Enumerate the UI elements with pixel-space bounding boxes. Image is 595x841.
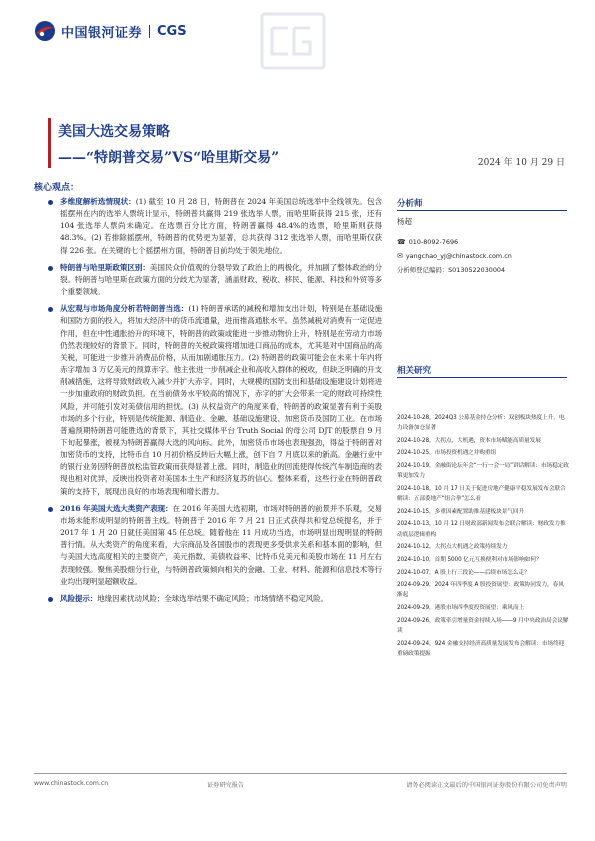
bullet-icon <box>48 200 53 205</box>
key-point-paragraph <box>48 262 382 298</box>
paragraph-heading: 从宏观与市场角度分析若特朗普当选： <box>60 304 189 314</box>
related-research-list <box>397 413 569 661</box>
title-accent-bar <box>48 118 51 168</box>
page-subtitle: ——“特朗普交易”VS“哈里斯交易” <box>58 150 280 166</box>
related-research-item[interactable]: 2024-10-25，市场投资机遇之并购重组 <box>397 450 497 457</box>
paragraph-body: 地缘因素扰动风险；全球选举结果不确定风险；市场情绪不稳定风险。 <box>97 593 328 603</box>
key-point-paragraph <box>48 196 382 257</box>
analyst-section-title: 分析师 <box>397 199 423 209</box>
analyst-email-address[interactable]: yangchao_yj@chinastock.com.cn <box>405 252 512 260</box>
section-divider <box>397 210 567 211</box>
paragraph-heading: 多维度解析选情现状： <box>60 197 136 206</box>
related-research-item[interactable]: 2024-10-12，大拐点大机遇之政策持续发力 <box>397 544 508 551</box>
related-research-item[interactable]: 2024-10-13，10 月 12 日财政部新闻发布会联合解读：财政发力推动底层逻辑重构 <box>397 521 566 538</box>
paragraph-body: 在 2016 年美国大选初期，市场对特朗普的前景并不乐观，交易市场未能形成明显的特朗普主线。特朗普于 2016 年 7 月 21 日正式获得共和党总统提名，并于 2017 年 1 月 20 日就任美国第 45 任总统。随着他在 11 月成功当选，市场明显出现明显的特朗普行情。从大类资产的角度来看，大宗商品及各国股市的表现更多受供求关系和基本面的影响，但与美国大选高度相关的主要资产，美元指数、美债收益率、比特币兑美元和美股市场在 11 月左右表现较强。聚焦美股细分行业，与特朗普政策倾向相关的金融、工业、材料、能源和信息技术等行业均出现明显超额收益。 <box>60 503 382 586</box>
bullet-icon <box>48 307 53 312</box>
email-icon: ✉ <box>397 252 403 260</box>
related-research-item[interactable]: 2024-10-10，首期 5000 亿元互换便利对市场影响如何？ <box>397 556 542 563</box>
logo-chinese-text: 中国银河证券 <box>61 25 143 41</box>
bullet-icon <box>48 507 53 512</box>
related-research-item[interactable]: 2024-09-24，924 金融支持经济高质量发展发布会解读：市场终迎重磅政策提振 <box>397 640 565 657</box>
key-points-label: 核心观点： <box>34 183 80 193</box>
footer-disclaimer: 请务必阅读正文最后的中国银河证券股份有限公司免责声明 <box>406 782 567 789</box>
phone-icon: ☎ <box>397 238 406 246</box>
company-logo <box>34 20 187 42</box>
key-point-paragraph <box>48 303 382 498</box>
analyst-name: 杨超 <box>397 217 412 226</box>
analyst-phone-number: 010-8092-7696 <box>408 238 459 246</box>
analyst-registration-text: 分析师登记编码：S0130522030004 <box>397 266 506 274</box>
logo-english-text: CGS <box>157 23 187 39</box>
footer-divider <box>34 773 567 774</box>
analyst-registration <box>397 265 505 274</box>
paragraph-body: 美国民众价值观的分裂导致了政治上的两极化，并加剧了整体政治的分裂。特朗普与哈里斯在政策方面的分歧尤为显著，涵盖财政、税收、移民、能源、科技和外贸等多个重要领域。 <box>60 262 382 297</box>
related-research-item[interactable]: 2024-10-18，10 月 17 日关于促进房地产健康平稳发展发布会联合解读：五部委地产“组合拳”怎么看 <box>397 485 566 503</box>
paragraph-heading: 风险提示： <box>60 593 98 603</box>
bullet-icon <box>48 597 53 602</box>
report-date: 2024 年 10 月 29 日 <box>477 158 565 168</box>
related-research-item[interactable]: 2024-09-26，政策牵引增量资金持续入场——9 月中央政治局会议解读 <box>397 617 569 634</box>
paragraph-body: (1) 截至 10 月 28 日，特朗普在 2024 年美国总统选举中全线领先。包含摇摆州在内的选举人票统计显示，特朗普共赢得 219 张选举人票，而哈里斯获得 215 张，还有 104 张选举人票尚未确定。在选票百分比方面，特朗普赢得 48.4%的选票，哈里斯则获得 48.3%。(2) 若排除摇摆州，特朗普的优势更为显著，总共获得 312 张选举人票，而哈里斯仅获得 226 张。在关键的七个摇摆州方面，特朗普目前均处于领先地位。 <box>60 197 382 255</box>
related-research-item[interactable]: 2024-10-07，A 股上行三段论——后续市场怎么走？ <box>397 569 530 576</box>
section-divider <box>397 377 567 378</box>
galaxy-logo-icon <box>34 20 56 42</box>
logo-divider <box>149 25 150 38</box>
related-research-item[interactable]: 2024-09-29，港股市场四季度投资展望：乘风而上 <box>397 605 525 612</box>
analyst-email <box>397 252 512 260</box>
analyst-phone <box>397 238 458 246</box>
related-research-title: 相关研究 <box>397 366 432 376</box>
paragraph-body: (1) 特朗普承诺的减税和增加支出计划，特别是在基础设施和国防方面的投入，将加大经济中的货币流通量，进而推高通胀水平。虽然减税对消费有一定促进作用，但在中性通胀抬升的环境下，特朗普的政策或能进一步推动物价上升，特别是在劳动力市场仍然表现较好的背景下。同时，特朗普的关税政策将增加进口商品的成本，尤其是对中国商品的高关税，可能进一步推升消费品价格，从而加剧通胀压力。(2) 特朗普的政策可能会在未来十年内将赤字增加 3 万亿美元的预算赤字。他主张进一步削减企业和高收入群体的税收，但缺乏明确的开支削减措施，这将导致财政收入减少并扩大赤字。同时，大规模的国防支出和基础设施建设计划将进一步加重政府的财政负担。在当前债务水平较高的情况下，赤字的扩大会带来一定的财政可持续性风险，并可能引发对美债信用的担忧。(3) 从权益资产的角度来看，特朗普的政策显著有利于美股市场的多个行业，特别是传统能源、制造业、金融、基础设施建设、加密货币及国防工业。在市场普遍预期特朗普可能胜选的背景下，其社交媒体平台 Truth Social 的母公司 DJT 的股票自 9 月下旬起暴涨，被视为特朗普赢得大选的风向标。此外，加密货币市场也表现强劲，得益于特朗普对加密货币的支持，比特币自 10 月初价格反转后大幅上涨，创下自 7 月底以来的新高。金融行业中的银行业务因特朗普放松监管政策而获得显著上涨。同时，制造业的回流使得传统汽车制造商的表现也相对优异，反映出投资者对美国本土生产和经济复苏的信心。整体来看，这些行业在特朗普政策的支持下，展现出良好的市场表现和增长潜力。 <box>60 304 383 496</box>
main-content <box>48 196 382 610</box>
related-research-item[interactable]: 2024-10-19，金融街论坛年会“一行一会一局”讲话解读：市场稳定政策更加发力 <box>397 463 569 480</box>
bullet-icon <box>48 266 53 271</box>
page-title: 美国大选交易策略 <box>58 124 170 140</box>
related-research-item[interactable]: 2024-10-28，大拐点，大机遇，资本市场赋能高质量发展 <box>397 437 541 444</box>
key-point-paragraph <box>48 593 382 605</box>
related-research-item[interactable]: 2024-09-29，2024 年四季度 A 股投资展望：政策协同发力，春风渐起 <box>397 582 564 599</box>
paragraph-heading: 2016 年美国大选大类资产表现： <box>60 503 173 513</box>
related-research-item[interactable]: 2024-10-28，2024Q3 公募基金持仓分析：双创板块热度上升，电力设备加仓显著 <box>397 415 565 432</box>
cgs-watermark-graphic <box>258 10 328 72</box>
footer-website[interactable]: www.chinastock.com.cn <box>34 780 109 787</box>
paragraph-heading: 特朗普与哈里斯政策区别： <box>60 262 150 272</box>
key-point-paragraph <box>48 503 382 588</box>
footer-doc-type: 证券研究报告 <box>207 782 245 789</box>
related-research-item[interactable]: 2024-10-15，多重因素配置助推基建板块景气回升 <box>397 508 525 515</box>
